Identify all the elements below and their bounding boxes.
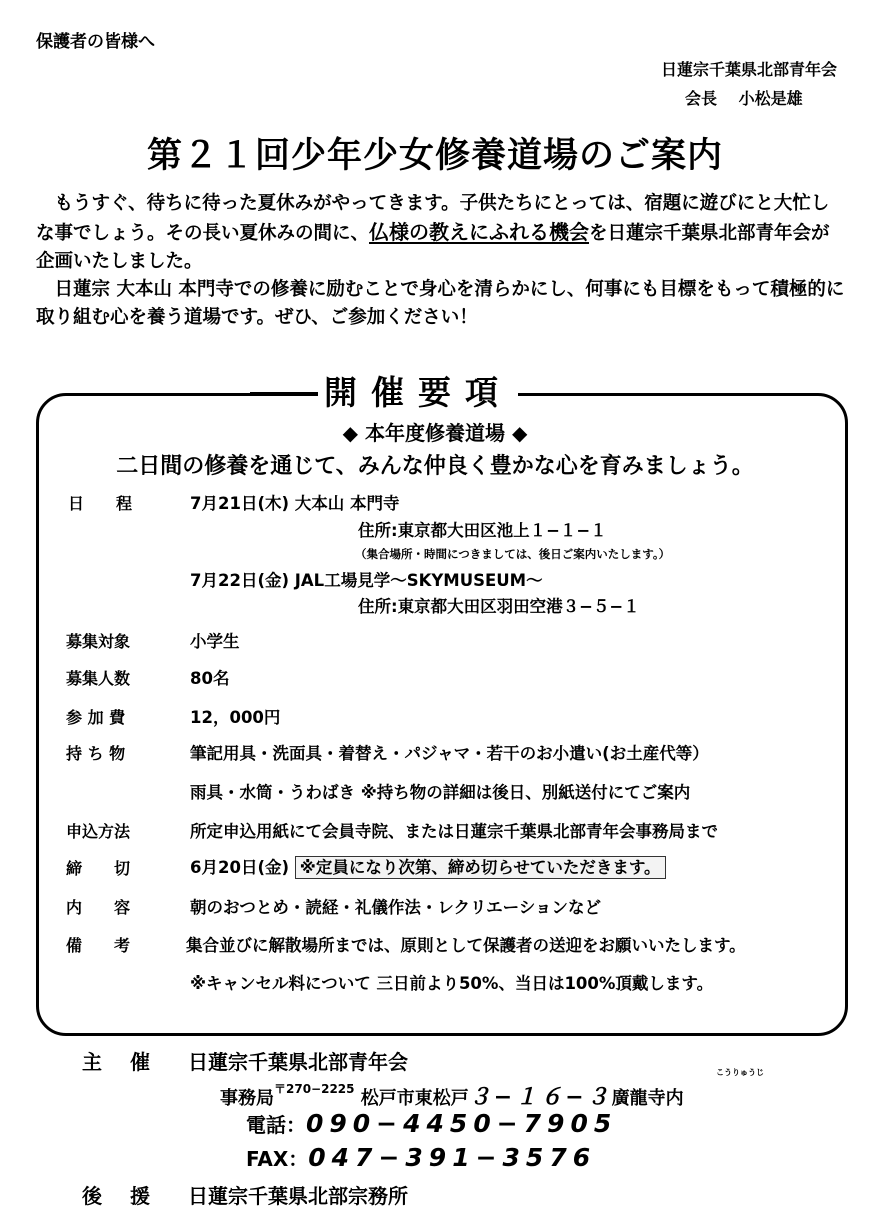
heading-rule [250,392,320,395]
page-title: 第２１回少年少女修養道場のご案内 [146,136,723,176]
detail-value: 朝のおつとめ・読経・礼儀作法・レクリエーションなど [190,898,602,917]
postal-code: 〒270−2225 [274,1082,355,1096]
schedule-day1-note: （集合場所・時間につきましては、後日ご案内いたします。） [355,547,671,561]
phone-number: 090−4450−7905 [306,1109,618,1138]
deadline-note: ※定員になり次第、締め切らせていただきます。 [295,856,666,879]
support-label: 後 援 [82,1184,154,1208]
detail-label: 備 考 [66,936,131,955]
detail-label: 募集対象 [66,632,131,651]
fax-number: 047−391−3576 [308,1143,597,1172]
schedule-day1: 7月21日(木) 大本山 本門寺 [190,494,400,513]
support-name: 日蓮宗千葉県北部宗務所 [188,1184,408,1208]
detail-value: 80名 [190,669,230,688]
detail-label: 募集人数 [66,669,131,688]
outline-heading: 開催要項 [318,367,518,414]
deadline-value: 6月20日(金) ※定員になり次第、締め切らせていただきます。 [190,854,666,878]
chairman-name: 会長 小松是雄 [685,89,803,108]
temple-ruby: こうりゅうじ [716,1068,764,1077]
phone-line: 電話：090−4450−7905 [246,1109,618,1138]
intro-emphasis: 仏様の教えにふれる機会 [369,220,590,244]
detail-value: 雨具・水筒・うわばき ※持ち物の詳細は後日、別紙送付にてご案内 [190,783,691,802]
intro-text [36,190,846,332]
detail-label: 締 切 [66,859,131,878]
fax-line: FAX：047−391−3576 [246,1143,597,1172]
intro-paragraph-1: もうすぐ、待ちに待った夏休みがやってきます。子供たちにとっては、宿題に遊びにと大忙しな事でしょう。その長い夏休みの間に、仏様の教えにふれる機会を日蓮宗千葉県北部青年会が企画いたしました。 [36,193,830,272]
outline-slogan: 二日間の修養を通じて、みんな仲良く豊かな心を育みましょう。 [116,454,754,479]
detail-label: 持 ち 物 [66,744,126,763]
greeting: 保護者の皆様へ [36,32,155,52]
schedule-label: 日 程 [68,494,133,513]
outline-subheading: ◆ 本年度修養道場 ◆ [342,421,528,445]
detail-value: 集合並びに解散場所までは、原則として保護者の送迎をお願いいたします。 [186,936,746,955]
detail-value: 12，000円 [190,708,281,727]
detail-value: 筆記用具・洗面具・着替え・パジャマ・若干のお小遣い(お土産代等） [190,744,709,763]
schedule-day2: 7月22日(金) JAL工場見学〜SKYMUSEUM〜 [190,571,543,590]
detail-label: 申込方法 [66,822,131,841]
detail-label: 内 容 [66,898,131,917]
office-address: 事務局$^{〒270-2225}$ 松戸市東松戸３−１６−３廣龍寺内 [220,1082,684,1110]
schedule-day2-address: 住所:東京都大田区羽田空港３−５−１ [358,597,640,616]
host-label: 主 催 [82,1050,154,1074]
schedule-day1-address: 住所:東京都大田区池上１−１−１ [358,521,607,540]
detail-label: 参 加 費 [66,708,126,727]
host-name: 日蓮宗千葉県北部青年会 [188,1050,408,1074]
detail-value: 所定申込用紙にて会員寺院、または日蓮宗千葉県北部青年会事務局まで [190,822,718,841]
detail-value: 小学生 [190,632,240,651]
intro-paragraph-2: 日蓮宗 大本山 本門寺での修養に励むことで身心を清らかにし、何事にも目標をもって積極的に取り組む心を養う道場です。ぜひ、ご参加ください！ [36,279,845,328]
detail-value: ※キャンセル料について 三日前より50%、当日は100%頂戴します。 [190,974,714,993]
organizer-name: 日蓮宗千葉県北部青年会 [660,60,837,79]
